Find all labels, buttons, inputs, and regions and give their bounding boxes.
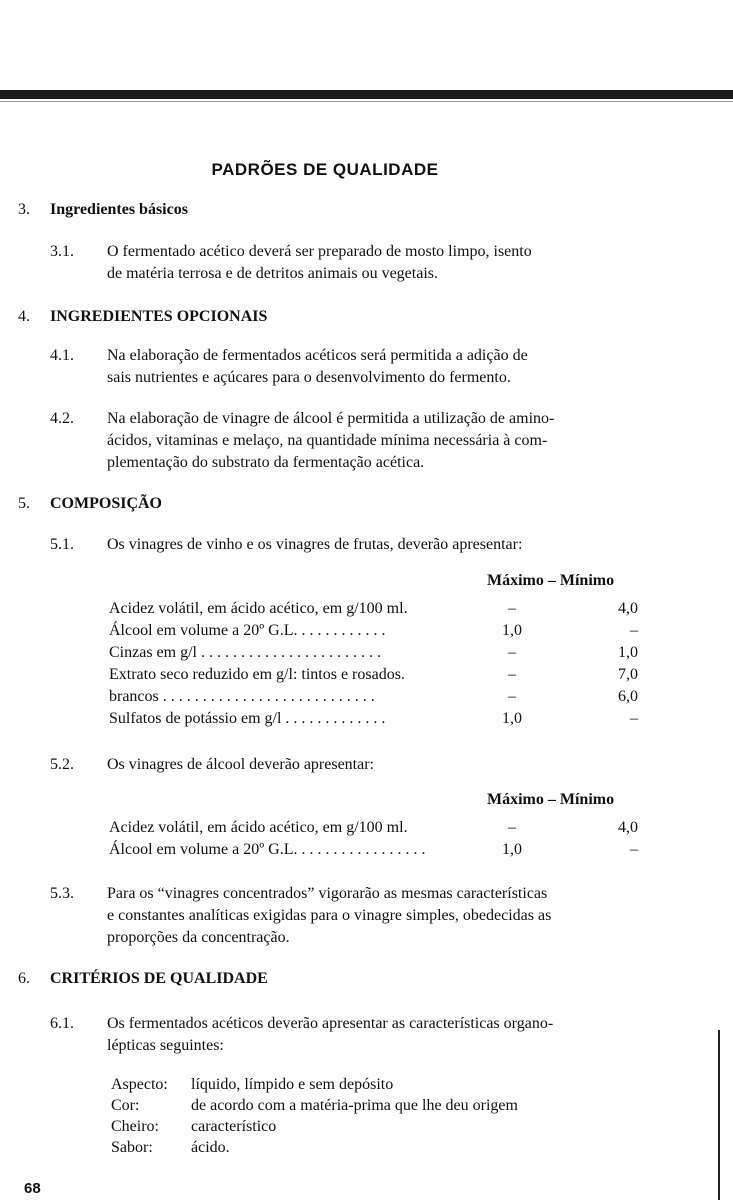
text-line: lépticas seguintes: [107, 1037, 224, 1054]
row-max: 1,0 [502, 622, 522, 639]
criteria-key: Aspecto: [111, 1076, 168, 1093]
text-line: ácidos, vitaminas e melaço, na quantidade mínima necessária à com- [107, 432, 548, 449]
section-number: 3. [18, 201, 30, 218]
top-rule [0, 90, 733, 99]
table-header: Máximo – Mínimo [487, 572, 615, 589]
section-title: Ingredientes básicos [50, 201, 188, 218]
criteria-key: Cor: [111, 1097, 140, 1114]
text-line: e constantes analíticas exigidas para o vinagre simples, obedecidas as [107, 907, 552, 924]
row-max: – [508, 688, 516, 705]
clause-number: 4.2. [50, 410, 74, 427]
table-header: Máximo – Mínimo [487, 791, 615, 808]
clause-number: 6.1. [50, 1015, 74, 1032]
criteria-value: característico [191, 1118, 277, 1135]
row-label: brancos . . . . . . . . . . . . . . . . . . . . . . . . . . . [109, 688, 375, 705]
criteria-value: líquido, límpido e sem depósito [191, 1076, 394, 1093]
row-max: – [508, 644, 516, 661]
text-line: Os vinagres de vinho e os vinagres de frutas, deverão apresentar: [107, 536, 523, 553]
row-min: – [630, 710, 638, 727]
criteria-key: Cheiro: [111, 1118, 159, 1135]
row-label: Extrato seco reduzido em g/l: tintos e rosados. [109, 666, 405, 683]
row-max: 1,0 [502, 710, 522, 727]
row-max: – [508, 666, 516, 683]
row-min: 6,0 [618, 688, 638, 705]
text-line: de matéria terrosa e de detritos animais ou vegetais. [107, 265, 438, 282]
clause-text [107, 408, 637, 474]
text-line: Na elaboração de fermentados acéticos será permitida a adição de [107, 347, 528, 364]
row-label: Álcool em volume a 20º G.L. . . . . . . . . . . . [109, 622, 386, 639]
row-min: 1,0 [618, 644, 638, 661]
text-line: sais nutrientes e açúcares para o desenvolvimento do fermento. [107, 369, 511, 386]
page-title: PADRÕES DE QUALIDADE [211, 160, 439, 179]
row-max: – [508, 819, 516, 836]
clause-number: 5.2. [50, 756, 74, 773]
clause-text [107, 534, 637, 556]
section-number: 4. [18, 308, 30, 325]
row-min: – [630, 622, 638, 639]
clause-number: 5.3. [50, 885, 74, 902]
text-line: proporções da concentração. [107, 929, 290, 946]
row-min: – [630, 841, 638, 858]
row-min: 4,0 [618, 600, 638, 617]
criteria-value: ácido. [191, 1139, 230, 1156]
row-max: 1,0 [502, 841, 522, 858]
text-line: plementação do substrato da fermentação acética. [107, 454, 425, 471]
clause-text [107, 883, 637, 949]
clause-number: 4.1. [50, 347, 74, 364]
section-title: INGREDIENTES OPCIONAIS [50, 308, 268, 325]
clause-text [107, 1013, 637, 1057]
row-label: Álcool em volume a 20º G.L. . . . . . . . . . . . . . . . . [109, 841, 426, 858]
criteria-key: Sabor: [111, 1139, 153, 1156]
text-line: Os fermentados acéticos deverão apresentar as características organo- [107, 1015, 554, 1032]
row-max: – [508, 600, 516, 617]
row-min: 7,0 [618, 666, 638, 683]
text-line: Para os “vinagres concentrados” vigorarão as mesmas características [107, 885, 548, 902]
page-number: 68 [24, 1180, 41, 1197]
row-label: Cinzas em g/l . . . . . . . . . . . . . . . . . . . . . . . [109, 644, 381, 661]
clause-number: 5.1. [50, 536, 74, 553]
clause-text [107, 754, 637, 776]
text-line: Na elaboração de vinagre de álcool é permitida a utilização de amino- [107, 410, 555, 427]
row-min: 4,0 [618, 819, 638, 836]
row-label: Sulfatos de potássio em g/l . . . . . . . . . . . . . [109, 710, 386, 727]
text-line: Os vinagres de álcool deverão apresentar: [107, 756, 374, 773]
text-line: O fermentado acético deverá ser preparado de mosto limpo, isento [107, 243, 532, 260]
top-rule-thin [0, 101, 733, 102]
criteria-value: de acordo com a matéria-prima que lhe deu origem [191, 1097, 518, 1114]
row-label: Acidez volátil, em ácido acético, em g/100 ml. [109, 600, 408, 617]
section-number: 6. [18, 970, 30, 987]
section-title: CRITÉRIOS DE QUALIDADE [50, 970, 268, 987]
section-number: 5. [18, 495, 30, 512]
clause-text [107, 345, 637, 389]
row-label: Acidez volátil, em ácido acético, em g/100 ml. [109, 819, 408, 836]
clause-number: 3.1. [50, 243, 74, 260]
page-edge-line [718, 1030, 720, 1200]
clause-text [107, 241, 637, 285]
section-title: COMPOSIÇÃO [50, 495, 162, 512]
